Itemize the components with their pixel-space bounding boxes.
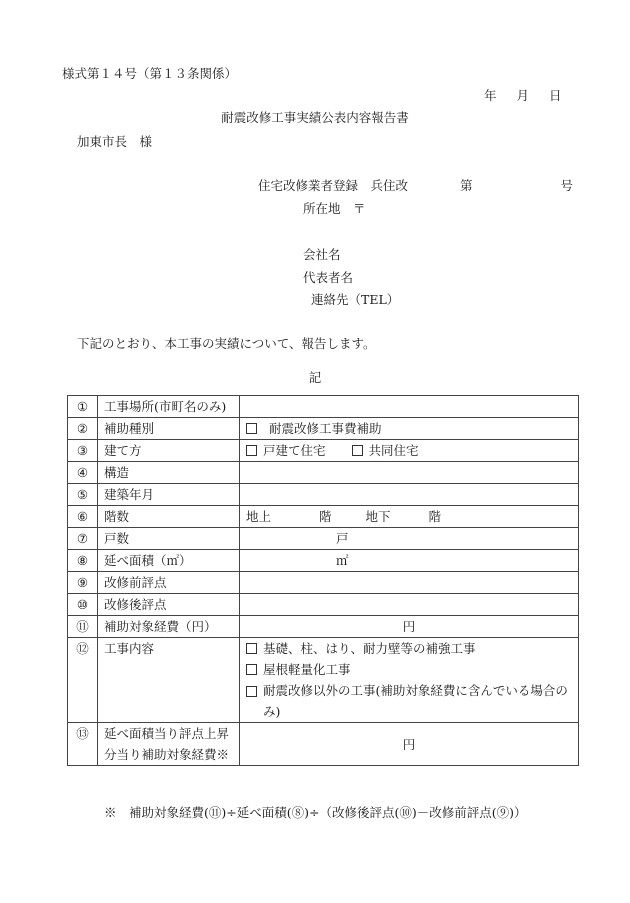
building-type-field [240,440,579,462]
row-number: ③ [68,440,98,462]
eligible-cost-field[interactable] [240,616,579,638]
option-label: 屋根軽量化工事 [263,662,351,677]
form-number: 様式第１４号（第１３条関係） [62,66,238,81]
document-title: 耐震改修工事実績公表内容報告書 [221,110,409,125]
row-number: ① [68,396,98,418]
registration-label: 住宅改修業者登録 兵住改 [258,178,409,193]
table-row [68,462,579,484]
table-row [68,723,579,766]
option-label: 戸建て住宅 [263,443,326,458]
yen-unit: 円 [402,736,416,752]
row-number: ⑬ [68,723,98,766]
row-label: 構造 [98,462,240,484]
row-label: 階数 [98,506,240,528]
company-label: 会社名 [303,247,341,262]
date-month-label: 月 [516,88,530,103]
pre-score-field[interactable] [240,572,579,594]
row-label: 建て方 [98,440,240,462]
table-row [68,396,579,418]
address-label: 所在地 〒 [303,201,366,216]
table-row [68,440,579,462]
addressee: 加東市長 様 [77,134,153,149]
row-label: 改修後評点 [98,594,240,616]
row-label-line: 分当り補助対象経費※ [104,747,230,762]
checkbox-reinforcement[interactable] [246,643,257,654]
units-field[interactable] [240,528,579,550]
row-label [98,723,240,766]
table-row [68,484,579,506]
table-row [68,528,579,550]
table-row [68,418,579,440]
construction-date-field[interactable] [240,484,579,506]
row-number: ⑫ [68,638,98,723]
date-day-label: 日 [549,88,562,103]
units-unit: 戸 [336,531,349,546]
row-label: 建築年月 [98,484,240,506]
row-label: 補助種別 [98,418,240,440]
checkbox-other-work[interactable] [246,686,257,697]
row-number: ② [68,418,98,440]
row-number: ⑪ [68,616,98,638]
row-number: ⑨ [68,572,98,594]
row-label: 延べ面積（㎡） [98,550,240,572]
work-location-field[interactable] [240,396,579,418]
date-year-label: 年 [484,88,497,103]
area-unit: ㎡ [336,553,349,568]
row-label: 工事内容 [98,638,240,723]
yen-unit: 円 [402,619,416,634]
checkbox-apartment[interactable] [352,445,363,456]
row-label: 戸数 [98,528,240,550]
option-label: 耐震改修工事費補助 [269,421,382,436]
table-row [68,638,579,723]
registration-go-label: 号 [560,178,574,193]
row-label: 補助対象経費（円） [98,616,240,638]
row-label: 改修前評点 [98,572,240,594]
above-ground-label: 地上 [246,509,272,524]
row-number: ⑤ [68,484,98,506]
contact-label: 連絡先（TEL） [311,292,400,307]
row-number: ⑥ [68,506,98,528]
structure-field[interactable] [240,462,579,484]
cost-per-score-field[interactable] [240,723,579,766]
floor-area-field[interactable] [240,550,579,572]
option-label: 共同住宅 [368,443,419,458]
below-ground-label: 地下 [365,509,391,524]
floors-field[interactable] [240,506,579,528]
registration-line [258,176,573,194]
representative-label: 代表者名 [303,270,354,285]
table-row [68,572,579,594]
row-label: 工事場所(市町名のみ) [98,396,240,418]
floor-unit: 階 [428,509,442,524]
report-table [67,395,579,766]
post-score-field[interactable] [240,594,579,616]
row-number: ⑦ [68,528,98,550]
date-line [484,86,562,104]
row-label-line: 延べ面積当り評点上昇 [104,726,230,741]
checkbox-roof-lightening[interactable] [246,664,257,675]
table-row [68,506,579,528]
option-label: 基礎、柱、はり、耐力壁等の補強工事 [263,641,476,656]
ki-heading: 記 [308,370,322,385]
table-row [68,594,579,616]
footnote: ※ 補助対象経費(⑪)÷延べ面積(⑧)÷（改修後評点(⑩)－改修前評点(⑨)） [104,805,527,820]
registration-no-label: 第 [460,178,473,193]
work-content-field [240,638,579,723]
table-row [68,550,579,572]
row-number: ④ [68,462,98,484]
row-number: ⑧ [68,550,98,572]
subsidy-type-field [240,418,579,440]
checkbox-seismic-subsidy[interactable] [246,423,257,434]
checkbox-detached-house[interactable] [246,445,257,456]
intro-text: 下記のとおり、本工事の実績について、報告します。 [77,336,376,351]
row-number: ⑩ [68,594,98,616]
floor-unit: 階 [319,509,332,524]
option-label: 耐震改修以外の工事(補助対象経費に含んでいる場合のみ) [263,683,568,719]
table-row [68,616,579,638]
